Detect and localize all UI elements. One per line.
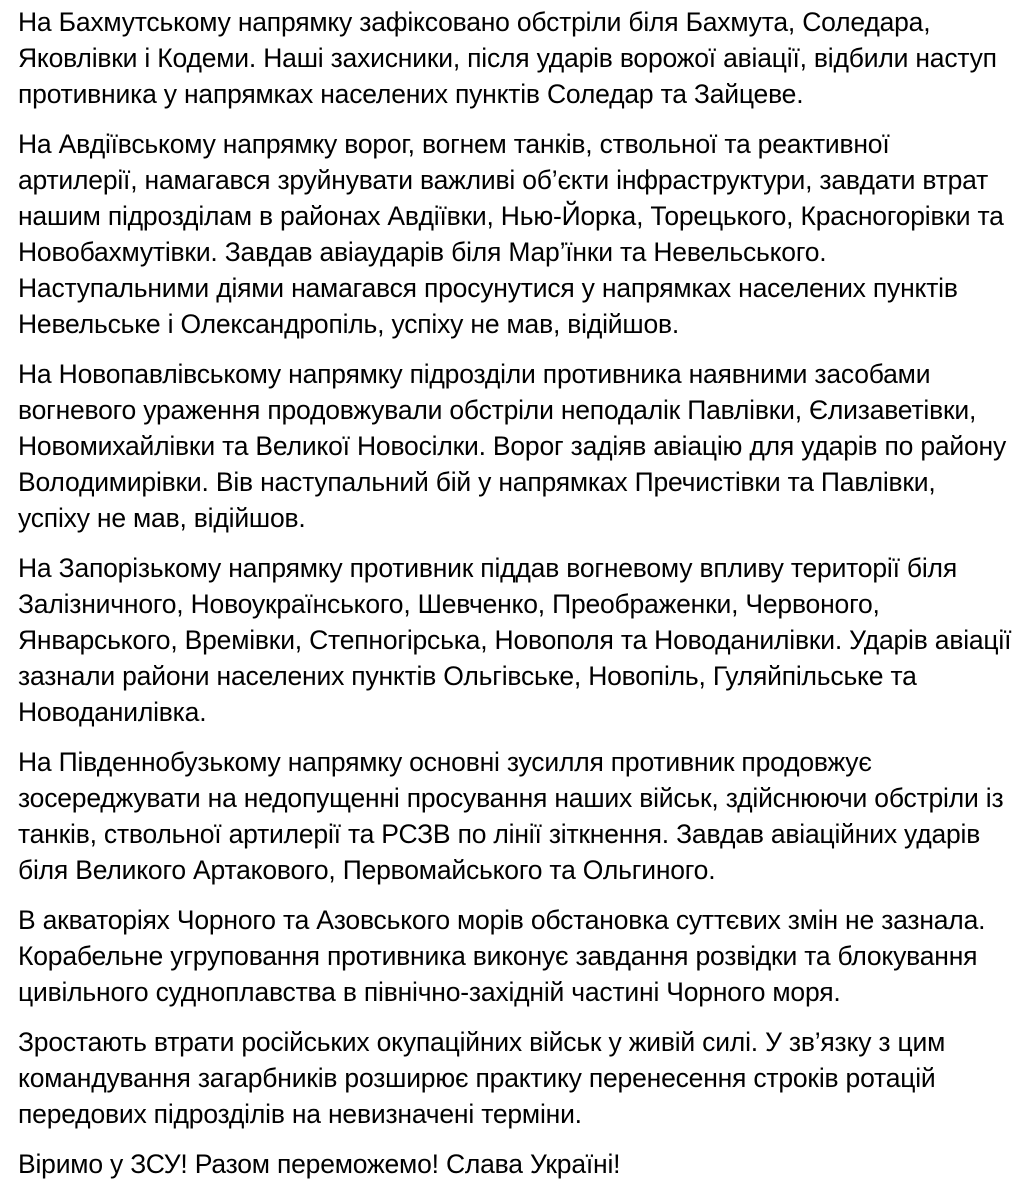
paragraph-black-azov-seas: В акваторіях Чорного та Азовського морів обстановка суттєвих змін не зазнала. Корабельне угруповання противника виконує завдання розвідки та блокування цивільного судноплавства в північно-західній частині Чорного моря. [18, 905, 986, 1007]
paragraph-pivdennobuzke-direction: На Південнобузькому напрямку основні зусилля противник продовжує зосереджувати на недопущенні просування наших військ, здійснюючи обстріли із танків, ствольної артилерії та РСЗВ по лінії зіткнення. Завдав авіаційних ударів біля Великого Артакового, Первомайського та Ольгиного. [18, 747, 1004, 885]
paragraph-enemy-losses: Зростають втрати російських окупаційних військ у живій силі. У зв’язку з цим командування загарбників розширює практику перенесення строків ротацій передових підрозділів на невизначені терміни. [18, 1027, 946, 1129]
paragraph-avdiivka-direction: На Авдіївському напрямку ворог, вогнем танків, ствольної та реактивної артилерії, намагався зруйнувати важливі об’єкти інфраструктури, завдати втрат нашим підрозділам в районах Авдіївки, Нью-Йорка, Торецького, Красногорівки та Новобахмутівки. Завдав авіаударів біля Мар’їнки та Невельського. Наступальними діями намагався просунутися у напрямках населених пунктів Невельське і Олександропіль, успіху не мав, відійшов. [18, 129, 1004, 339]
paragraph-slogan: Віримо у ЗСУ! Разом переможемо! Слава Україні! [18, 1149, 621, 1179]
paragraph-bakhmut-direction: На Бахмутському напрямку зафіксовано обстріли біля Бахмута, Соледара, Яковлівки і Кодеми. Наші захисники, після ударів ворожої авіації, відбили наступ противника у напрямках населених пунктів Соледар та Зайцеве. [18, 7, 997, 109]
paragraph-novopavlivske-direction: На Новопавлівському напрямку підрозділи противника наявними засобами вогневого ураження продовжували обстріли неподалік Павлівки, Єлизаветівки, Новомихайлівки та Великої Новосілки. Ворог задіяв авіацію для ударів по району Володимирівки. Вів наступальний бій у напрямках Пречистівки та Павлівки, успіху не мав, відійшов. [18, 359, 1007, 533]
paragraph-zaporizhzhia-direction: На Запорізькому напрямку противник піддав вогневому впливу території біля Залізничного, Новоукраїнського, Шевченко, Преображенки, Червоного, Январського, Времівки, Степногірська, Новополя та Новоданилівки. Ударів авіації зазнали райони населених пунктів Ольгівське, Новопіль, Гуляйпільське та Новоданилівка. [18, 553, 1012, 727]
